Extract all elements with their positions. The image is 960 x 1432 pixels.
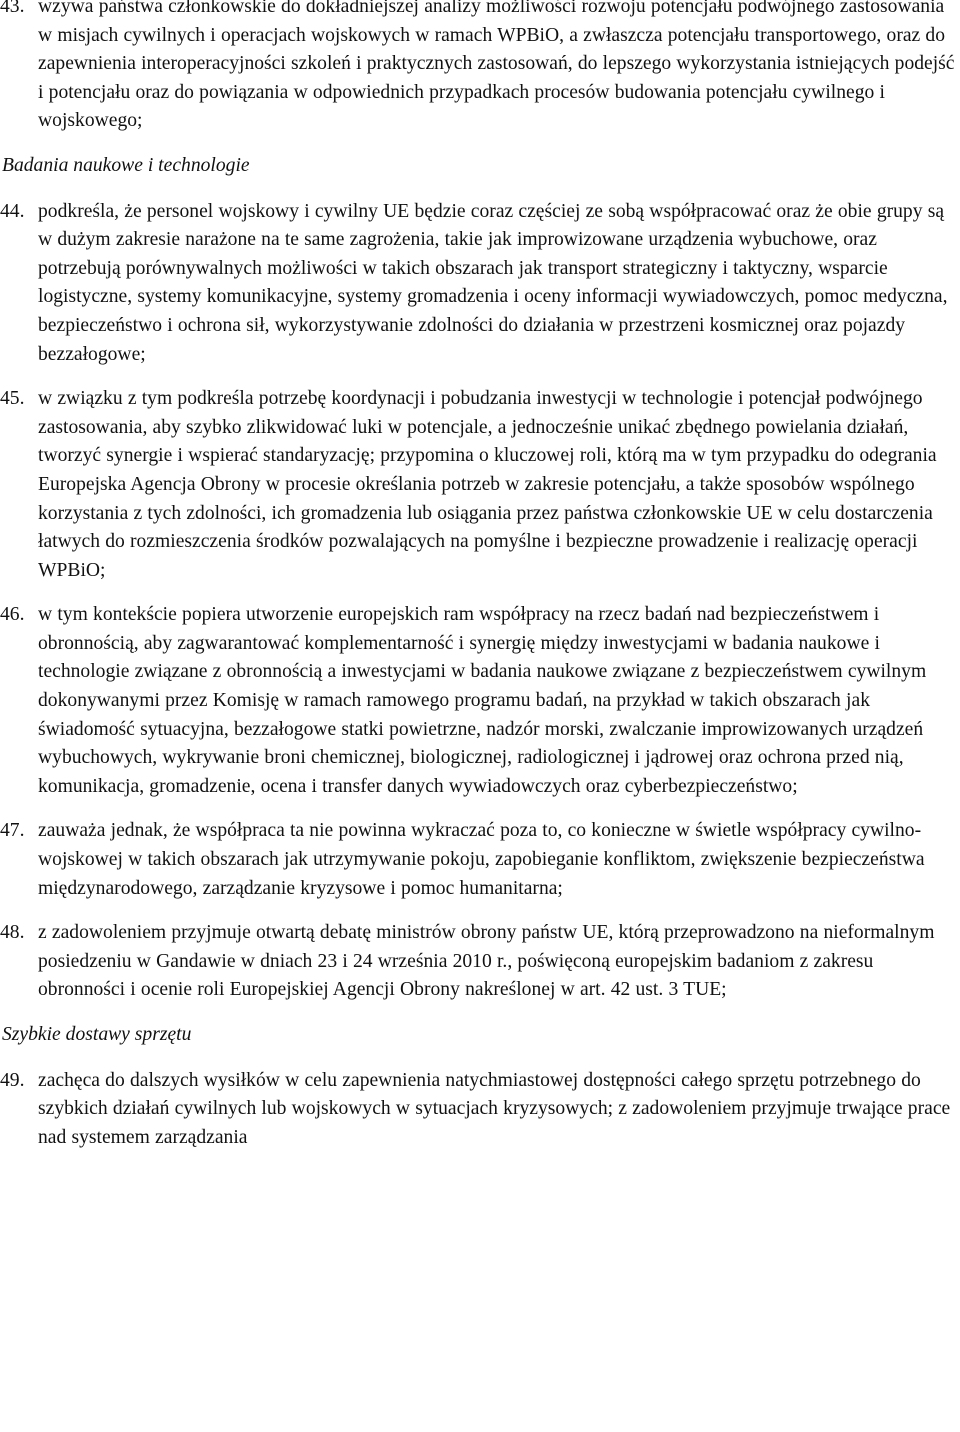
paragraph-text: w tym kontekście popiera utworzenie europejskich ram współpracy na rzecz badań nad bezpieczeństwem i obronnością, aby zagwarantować komplementarność i synergię między inwestycjami w badania naukowe i technologie związane z obronnością a inwestycjami w badania naukowe związane z bezpieczeństwem cywilnym dokonywanymi przez Komisję w ramach ramowego programu badań, na przykład w takich obszarach jak świadomość sytuacyjna, bezzałogowe statki powietrzne, nadzór morski, zwalczanie improwizowanych urządzeń wybuchowych, wykrywanie broni chemicznej, biologicznej, radiologicznej i jądrowej oraz ochrona przed nią, komunikacja, gromadzenie, ocena i transfer danych wywiadowczych oraz cyberbezpieczeństwo; bbox=[38, 604, 927, 797]
paragraph-text: w związku z tym podkreśla potrzebę koordynacji i pobudzania inwestycji w technologie i potencjał podwójnego zastosowania, aby szybko zlikwidować luki w potencjale, a jednocześnie unikać zbędnego powielania działań, tworzyć synergie i wspierać standaryzację; przypomina o kluczowej roli, którą ma w tym przypadku do odegrania Europejska Agencja Obrony w procesie określania potrzeb w zakresie potencjału, a także sposobów wspólnego korzystania z tych zdolności, ich gromadzenia lub osiągania przez państwa członkowskie UE w celu dostarczenia łatwych do rozmieszczenia środków pozwalających na pomyślne i bezpieczne prowadzenie i realizację operacji WPBiO; bbox=[38, 388, 937, 581]
paragraph-46 bbox=[0, 601, 960, 801]
paragraph-number: 44. bbox=[0, 200, 25, 222]
paragraph-number: 49. bbox=[0, 1069, 25, 1091]
paragraph-45 bbox=[0, 385, 960, 585]
paragraph-44 bbox=[0, 198, 960, 370]
section-heading-research: Badania naukowe i technologie bbox=[2, 154, 250, 176]
paragraph-number: 47. bbox=[0, 820, 25, 842]
paragraph-43 bbox=[0, 0, 960, 136]
paragraph-number: 45. bbox=[0, 388, 25, 410]
paragraph-number: 46. bbox=[0, 604, 25, 626]
paragraph-number: 43. bbox=[0, 0, 25, 17]
paragraph-49 bbox=[0, 1067, 960, 1153]
paragraph-48 bbox=[0, 919, 960, 1005]
paragraph-text: zauważa jednak, że współpraca ta nie powinna wykraczać poza to, co konieczne w świetle współpracy cywilno-wojskowej w takich obszarach jak utrzymywanie pokoju, zapobieganie konfliktom, zwiększenie bezpieczeństwa międzynarodowego, zarządzanie kryzysowe i pomoc humanitarna; bbox=[38, 820, 925, 899]
paragraph-text: wzywa państwa członkowskie do dokładniejszej analizy możliwości rozwoju potencjału podwójnego zastosowania w misjach cywilnych i operacjach wojskowych w ramach WPBiO, a zwłaszcza potencjału transportowego, oraz do zapewnienia interoperacyjności szkoleń i praktycznych zastosowań, do lepszego wykorzystania istniejących podejść i potencjału oraz do powiązania w odpowiednich przypadkach procesów budowania potencjału cywilnego i wojskowego; bbox=[38, 0, 955, 132]
paragraph-text: podkreśla, że personel wojskowy i cywilny UE będzie coraz częściej ze sobą współpracować oraz że obie grupy są w dużym zakresie narażone na te same zagrożenia, takie jak improwizowane urządzenia wybuchowe, oraz potrzebują porównywalnych możliwości w takich obszarach jak transport strategiczny i taktyczny, wsparcie logistyczne, systemy komunikacyjne, systemy gromadzenia i oceny informacji wywiadowczych, pomoc medyczna, bezpieczeństwo i ochrona sił, wykorzystywanie zdolności do działania w przestrzeni kosmicznej oraz pojazdy bezzałogowe; bbox=[38, 200, 948, 365]
paragraph-text: z zadowoleniem przyjmuje otwartą debatę ministrów obrony państw UE, którą przeprowadzono na nieformalnym posiedzeniu w Gandawie w dniach 23 i 24 września 2010 r., poświęconą europejskim badaniom z zakresu obronności i ocenie roli Europejskiej Agencji Obrony nakreślonej w art. 42 ust. 3 TUE; bbox=[38, 922, 935, 1001]
paragraph-text: zachęca do dalszych wysiłków w celu zapewnienia natychmiastowej dostępności całego sprzętu potrzebnego do szybkich działań cywilnych lub wojskowych w sytuacjach kryzysowych; z zadowoleniem przyjmuje trwające prace nad systemem zarządzania bbox=[38, 1069, 951, 1148]
section-heading-equipment: Szybkie dostawy sprzętu bbox=[2, 1024, 192, 1045]
paragraph-number: 48. bbox=[0, 922, 25, 944]
paragraph-47 bbox=[0, 817, 960, 903]
